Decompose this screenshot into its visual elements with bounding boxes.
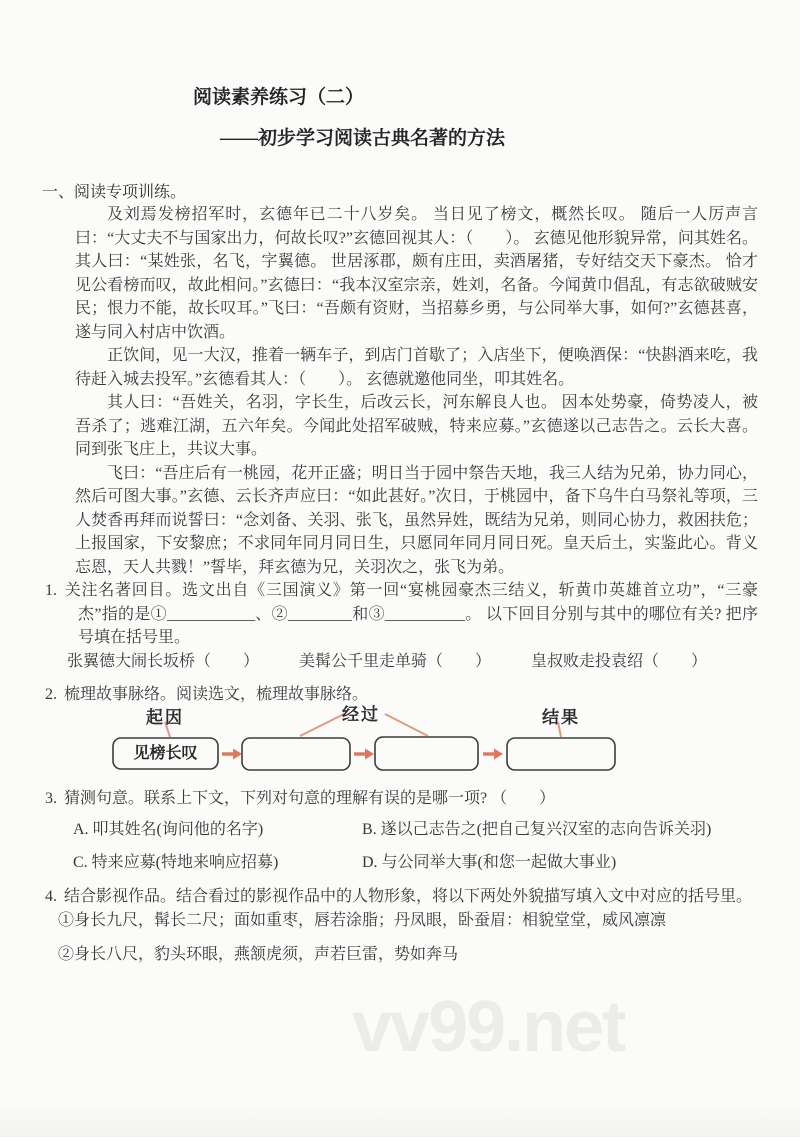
question-2-text: 梳理故事脉络。阅读选文，梳理故事脉络。 (64, 686, 369, 703)
chapter-match-row (67, 650, 758, 674)
story-flowchart (42, 706, 758, 784)
flow-arrow-icon (354, 749, 374, 760)
flow-label-cause: 起因 (146, 708, 184, 727)
option-d: D. 与公同举大事(和您一起做大事业) (362, 854, 617, 871)
page-subtitle: ——初步学习阅读古典名著的方法 (220, 128, 506, 149)
flow-arrow-icon (222, 749, 242, 760)
passage-paragraph: 其人曰：“吾姓关，名羽，字长生，后改云长，河东解良人也。 因本处势豪，倚势凌人，被吾杀了；逃难江湖，五六年矣。今闻此处招军破贼，特来应募。”玄德遂以己志告之。云长大喜。 同到张飞庄上，共议大事。 (75, 394, 758, 458)
process-connector-line-left (300, 714, 344, 736)
question-3 (45, 787, 758, 810)
appearance-description-2: ②身长八尺，豹头环眼，燕颔虎须，声若巨雷，势如奔马 (58, 946, 459, 963)
process-connector-line-right (385, 714, 428, 736)
flow-box-3 (375, 737, 478, 770)
question-1-number: 1. (45, 582, 57, 599)
question-1 (45, 579, 758, 650)
flow-box-first-label: 见榜长叹 (133, 745, 198, 762)
reading-passage (75, 203, 758, 579)
chapter-match-item: 美髯公千里走单骑（ ） (299, 652, 492, 670)
passage-paragraph: 飞曰：“吾庄后有一桃园，花开正盛；明日当于园中祭告天地，我三人结为兄弟，协力同心，然后可图大事。”玄德、云长齐声应曰：“如此甚好。”次日，于桃园中，备下乌牛白马祭礼等项，三人焚香再拜而说誓曰：“念刘备、关羽、张飞，虽然异姓，既结为兄弟，则同心协力，救困扶危；上报国家，下安黎庶；不求同年同月同日生，只愿同年同月同日死。皇天后土，实鉴此心。背义忘恩，天人共戮！”誓毕，拜玄德为兄，关羽次之，张飞为弟。 (75, 464, 758, 576)
chapter-match-item: 张翼德大闹长坂桥（ ） (67, 652, 260, 670)
option-a: A. 叩其姓名(询问他的名字) (73, 821, 264, 838)
watermark: vv99.net (352, 987, 625, 1067)
question-4-text: 结合影视作品。结合看过的影视作品中的人物形象，将以下两处外貌描写填入文中对应的括号里。 (64, 888, 753, 905)
question-3-options (73, 818, 758, 874)
flow-arrow-icon (483, 749, 503, 760)
flow-label-process: 经过 (342, 705, 380, 724)
passage-paragraph: 正饮间，见一大汉，推着一辆车子，到店门首歇了；入店坐下，便唤酒保：“快斟酒来吃，我待赶入城去投军。”玄德看其人：（ ）。 玄德就邀他同坐，叩其姓名。 (75, 347, 758, 388)
question-4-number: 4. (45, 888, 57, 905)
page-title: 阅读素养练习（二） (193, 87, 365, 108)
option-b: B. 遂以己志告之(把自己复兴汉室的志向告诉关羽) (362, 821, 712, 838)
flow-box-4 (507, 738, 615, 770)
question-1-text: 关注名著回目。选文出自《三国演义》第一回“宴桃园豪杰三结义，斩黄巾英雄首立功”，“三豪杰”指的是①___________、②________和③__________。 以下回目分别与其中的哪位有关? 把序号填在括号里。 (64, 582, 758, 646)
passage-paragraph: 及刘焉发榜招军时，玄德年已二十八岁矣。 当日见了榜文，概然长叹。 随后一人厉声言曰：“大丈夫不与国家出力，何故长叹?”玄德回视其人：（ ）。 玄德见他形貌异常，问其姓名。 其人曰：“某姓张，名飞，字翼德。 世居涿郡，颇有庄田，卖酒屠猪，专好结交天下豪杰。 恰才见公看榜而叹，故此相问。”玄德曰：“我本汉室宗亲，姓刘，名备。今闻黄巾倡乱，有志欲破贼安民；恨力不能，故长叹耳。”飞曰：“吾颇有资财，当招募乡勇，与公同举大事，如何?”玄德甚喜，遂与同入村店中饮酒。 (75, 206, 758, 341)
question-4 (45, 885, 758, 909)
question-3-text: 猜测句意。联系上下文，下列对句意的理解有误的是哪一项? （ ） (64, 790, 556, 807)
option-c: C. 特来应募(特地来响应招募) (73, 854, 279, 871)
flow-label-result: 结果 (542, 708, 580, 727)
question-2-number: 2. (45, 686, 57, 703)
section-heading: 一、阅读专项训练。 (42, 184, 187, 201)
appearance-description-1: ①身长九尺，髯长二尺；面如重枣，唇若涂脂；丹凤眼，卧蚕眉：相貌堂堂，威风凛凛 (58, 911, 667, 929)
question-3-number: 3. (45, 790, 57, 807)
chapter-match-item: 皇叔败走投袁绍（ ） (531, 652, 708, 670)
flow-box-2 (242, 738, 350, 770)
